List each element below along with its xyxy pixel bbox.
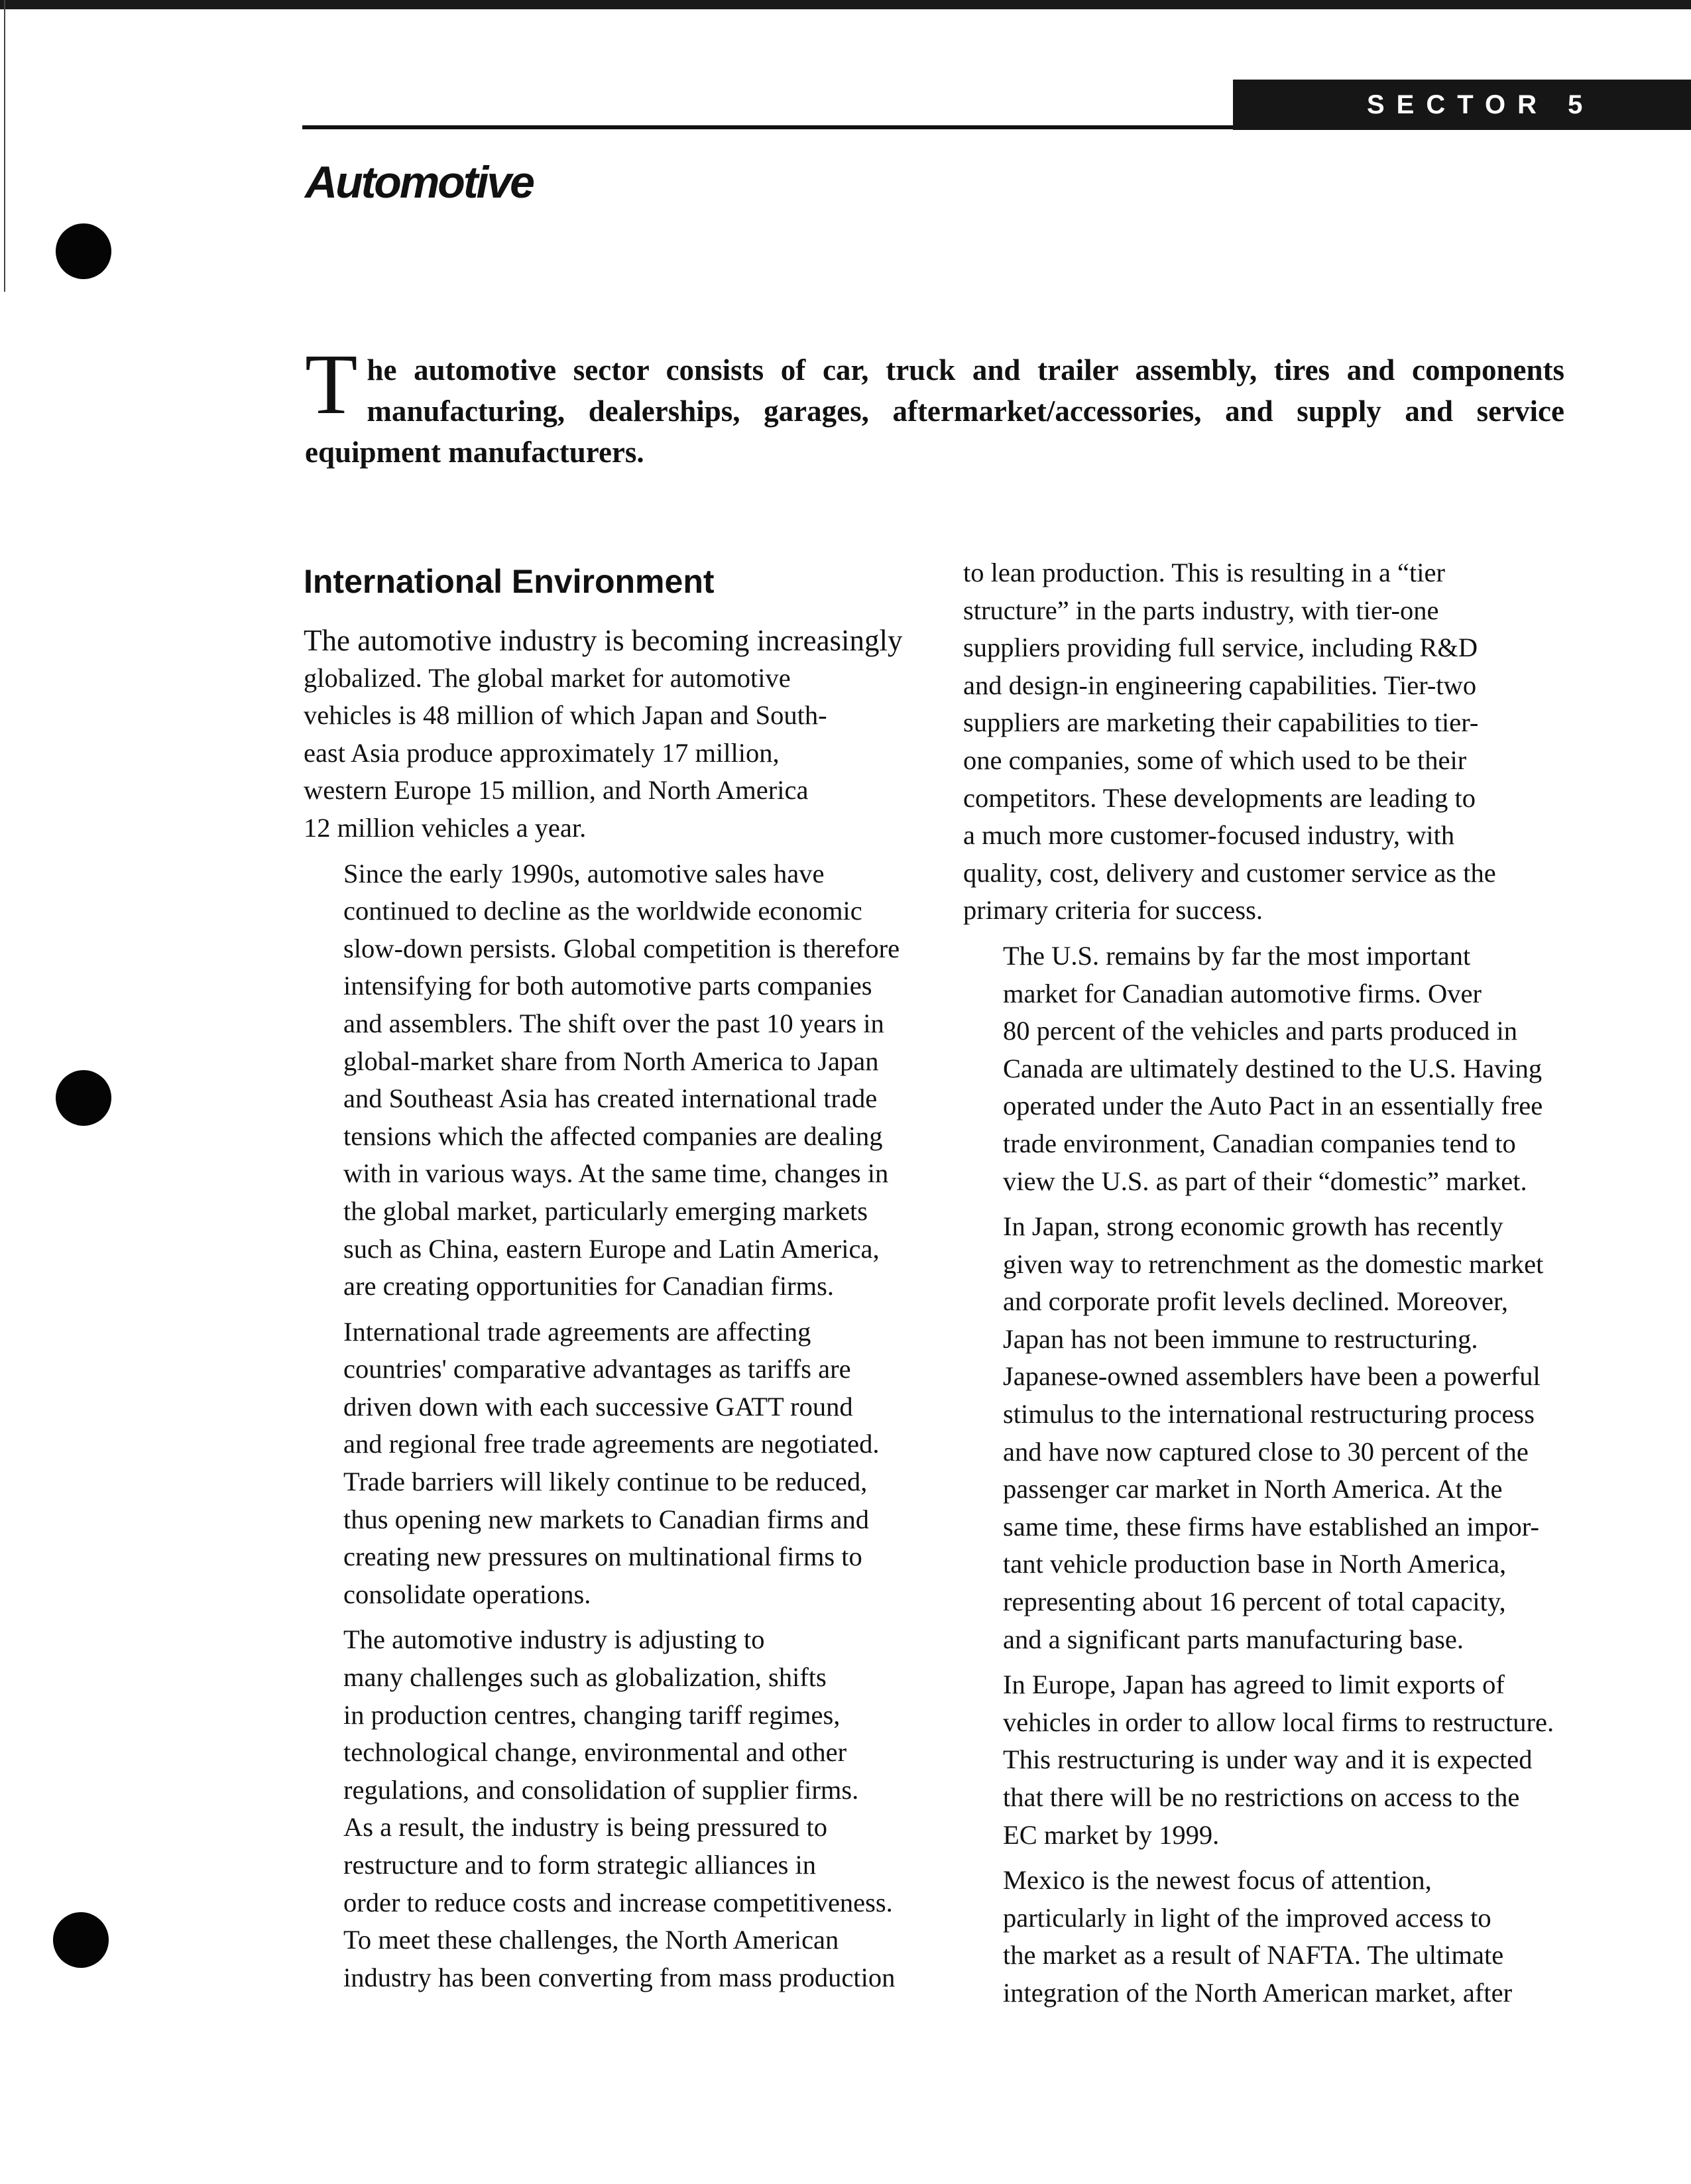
text-line: intensifying for both automotive parts companies xyxy=(343,971,872,1001)
intro-text: he automotive sector consists of car, truck and trailer assembly, tires and components manufacturing, dealerships, garages, aftermarket/accessories, and supply and service equipment manufacturers. xyxy=(305,353,1564,469)
text-line: many challenges such as globalization, shifts xyxy=(343,1662,827,1693)
paragraph xyxy=(304,622,907,847)
paragraph xyxy=(963,1666,1566,1854)
text-line: In Japan, strong economic growth has recently xyxy=(1003,1211,1503,1242)
text-line: and design-in engineering capabilities. Tier-two xyxy=(963,670,1477,700)
text-line: slow-down persists. Global competition is therefore xyxy=(343,933,900,963)
text-line: given way to retrenchment as the domestic market xyxy=(1003,1248,1544,1279)
text-line: that there will be no restrictions on access to the xyxy=(1003,1782,1520,1812)
text-line: particularly in light of the improved access to xyxy=(1003,1902,1491,1933)
paragraph xyxy=(304,855,907,1305)
text-line: and corporate profit levels declined. Moreover, xyxy=(1003,1286,1508,1317)
text-line: vehicles in order to allow local firms to restructure. xyxy=(1003,1707,1554,1737)
text-line: the market as a result of NAFTA. The ultimate xyxy=(1003,1940,1504,1971)
page-title: Automotive xyxy=(305,157,533,208)
text-line: Japan has not been immune to restructuring. xyxy=(1003,1323,1478,1354)
text-line: quality, cost, delivery and customer service as the xyxy=(963,857,1496,888)
punch-hole-top xyxy=(56,223,111,279)
text-line: technological change, environmental and other xyxy=(343,1737,847,1768)
text-line: and Southeast Asia has created international trade xyxy=(343,1083,878,1114)
text-line: and a significant parts manufacturing base. xyxy=(1003,1624,1464,1654)
text-line: EC market by 1999. xyxy=(1003,1819,1220,1850)
text-line: continued to decline as the worldwide economic xyxy=(343,896,862,926)
paragraph xyxy=(963,1862,1566,2012)
text-line: International trade agreements are affecting xyxy=(343,1316,811,1347)
paragraph xyxy=(304,1313,907,1614)
text-line: global-market share from North America to Japan xyxy=(343,1046,879,1076)
text-line: representing about 16 percent of total capacity, xyxy=(1003,1587,1506,1617)
text-line: creating new pressures on multinational firms to xyxy=(343,1542,862,1572)
text-line: regulations, and consolidation of supplier firms. xyxy=(343,1774,859,1805)
text-line: east Asia produce approximately 17 million, xyxy=(304,737,780,768)
text-line: in production centres, changing tariff regimes, xyxy=(343,1699,841,1730)
text-line: with in various ways. At the same time, changes in xyxy=(343,1158,889,1189)
text-line: Trade barriers will likely continue to be reduced, xyxy=(343,1467,868,1497)
sector-label: SECTOR 5 xyxy=(1367,90,1595,119)
text-line: The U.S. remains by far the most important xyxy=(1003,940,1471,971)
text-line: suppliers are marketing their capabilities to tier- xyxy=(963,707,1479,738)
text-line: integration of the North American market, after xyxy=(1003,1977,1513,2008)
text-line: trade environment, Canadian companies tend to xyxy=(1003,1128,1516,1158)
text-line: suppliers providing full service, including R&D xyxy=(963,633,1478,663)
right-column xyxy=(963,554,1566,2020)
scan-left-edge xyxy=(4,0,5,292)
text-line: This restructuring is under way and it is expected xyxy=(1003,1744,1533,1775)
text-line: The automotive industry is becoming increasingly xyxy=(304,624,903,657)
section-heading: International Environment xyxy=(304,563,715,600)
text-line: and regional free trade agreements are negotiated. xyxy=(343,1429,880,1459)
text-line: 12 million vehicles a year. xyxy=(304,812,587,843)
scan-top-edge xyxy=(0,0,1691,9)
text-line: consolidate operations. xyxy=(343,1579,591,1609)
paragraph xyxy=(304,1621,907,1996)
text-line: tant vehicle production base in North America, xyxy=(1003,1549,1507,1579)
text-line: globalized. The global market for automotive xyxy=(304,662,791,693)
text-line: and have now captured close to 30 percent of the xyxy=(1003,1436,1529,1467)
text-line: Japanese-owned assemblers have been a powerful xyxy=(1003,1361,1541,1392)
text-line: 80 percent of the vehicles and parts produced in xyxy=(1003,1016,1517,1046)
header-rule xyxy=(302,125,1237,129)
text-line: driven down with each successive GATT round xyxy=(343,1391,853,1422)
text-line: As a result, the industry is being pressured to xyxy=(343,1812,828,1843)
text-line: vehicles is 48 million of which Japan and South- xyxy=(304,700,827,731)
text-line: such as China, eastern Europe and Latin America, xyxy=(343,1233,880,1264)
text-line: are creating opportunities for Canadian firms. xyxy=(343,1271,834,1302)
text-line: industry has been converting from mass production xyxy=(343,1962,896,1992)
text-line: passenger car market in North America. At the xyxy=(1003,1474,1503,1504)
text-line: thus opening new markets to Canadian firms and xyxy=(343,1504,869,1534)
punch-hole-bottom xyxy=(53,1912,109,1968)
text-line: order to reduce costs and increase competitiveness. xyxy=(343,1887,893,1917)
text-line: stimulus to the international restructuring process xyxy=(1003,1399,1535,1429)
text-line: to lean production. This is resulting in a “tier xyxy=(963,558,1445,587)
text-line: structure” in the parts industry, with tier-one xyxy=(963,595,1439,625)
text-line: market for Canadian automotive firms. Over xyxy=(1003,978,1482,1008)
text-line: primary criteria for success. xyxy=(963,895,1263,926)
intro-paragraph xyxy=(305,337,1564,473)
text-line: countries' comparative advantages as tariffs are xyxy=(343,1354,851,1384)
text-line: Canada are ultimately destined to the U.S. Having xyxy=(1003,1053,1543,1083)
text-line: Since the early 1990s, automotive sales have xyxy=(343,858,825,888)
paragraph xyxy=(963,938,1566,1200)
text-line: The automotive industry is adjusting to xyxy=(343,1624,765,1655)
left-column xyxy=(304,557,907,2004)
text-line: one companies, some of which used to be their xyxy=(963,745,1467,775)
text-line: To meet these challenges, the North American xyxy=(343,1925,839,1955)
text-line: view the U.S. as part of their “domestic” market. xyxy=(1003,1166,1527,1196)
punch-hole-middle xyxy=(56,1070,111,1126)
text-line: restructure and to form strategic alliances in xyxy=(343,1850,816,1880)
text-line: operated under the Auto Pact in an essentially free xyxy=(1003,1091,1543,1121)
text-line: a much more customer-focused industry, with xyxy=(963,820,1455,851)
text-line: tensions which the affected companies are dealing xyxy=(343,1121,883,1151)
text-line: In Europe, Japan has agreed to limit exports of xyxy=(1003,1669,1505,1700)
text-line: competitors. These developments are leading to xyxy=(963,782,1476,813)
text-line: the global market, particularly emerging markets xyxy=(343,1195,868,1226)
sector-tab xyxy=(1233,80,1691,130)
paragraph xyxy=(963,1208,1566,1658)
drop-cap: T xyxy=(305,337,358,432)
text-line: same time, these firms have established an impor- xyxy=(1003,1511,1539,1542)
text-line: and assemblers. The shift over the past 10 years in xyxy=(343,1008,884,1038)
text-line: Mexico is the newest focus of attention, xyxy=(1003,1865,1432,1896)
text-line: western Europe 15 million, and North America xyxy=(304,775,809,806)
paragraph xyxy=(963,554,1566,930)
